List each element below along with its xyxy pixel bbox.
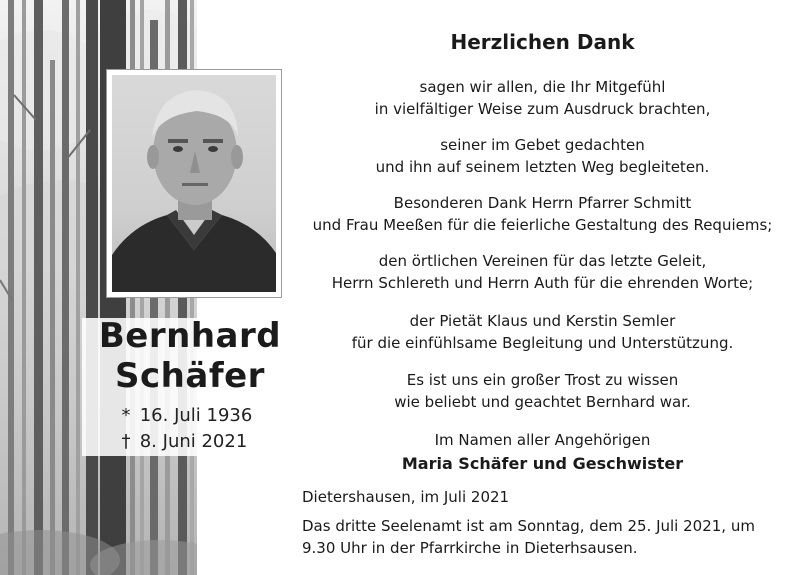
deceased-last-name: Schäfer — [115, 356, 265, 396]
portrait-person-icon — [112, 75, 276, 292]
notice-line: Das dritte Seelenamt ist am Sonntag, dem 25. Juli 2021, um — [302, 517, 755, 535]
thanks-paragraph — [300, 134, 785, 178]
paragraph-line: sagen wir allen, die Ihr Mitgefühl — [419, 78, 666, 96]
portrait-photo — [112, 75, 276, 292]
paragraph-line: Im Namen aller Angehörigen — [434, 431, 651, 449]
place-date: Dietershausen, im Juli 2021 — [302, 488, 510, 506]
paragraph-line: den örtlichen Vereinen für das letzte Geleit, — [378, 252, 707, 270]
paragraph-line: Herrn Schlereth und Herrn Auth für die ehrenden Worte; — [331, 274, 754, 292]
death-cross-icon: † — [121, 431, 131, 452]
paragraph-line: seiner im Gebet gedachten — [440, 136, 645, 154]
thanks-paragraph — [300, 192, 785, 236]
thanks-paragraph — [300, 310, 785, 354]
thanks-paragraph — [300, 250, 785, 294]
thanks-paragraph — [300, 369, 785, 413]
deceased-first-name: Bernhard — [98, 316, 282, 356]
on-behalf-line — [300, 429, 785, 451]
birth-date: 16. Juli 1936 — [139, 405, 253, 426]
death-date: 8. Juni 2021 — [139, 431, 248, 452]
paragraph-line: und Frau Meeßen für die feierliche Gestaltung des Requiems; — [312, 216, 773, 234]
signature: Maria Schäfer und Geschwister — [401, 454, 684, 473]
paragraph-line: für die einfühlsame Begleitung und Unterstützung. — [351, 334, 734, 352]
death-date-line — [118, 431, 247, 452]
portrait-frame — [106, 69, 282, 298]
paragraph-line: Besonderen Dank Herrn Pfarrer Schmitt — [393, 194, 692, 212]
notice-line: 9.30 Uhr in der Pfarrkirche in Dieterhsausen. — [302, 539, 638, 557]
birth-star-icon: * — [121, 405, 131, 426]
paragraph-line: und ihn auf seinem letzten Weg begleiteten. — [375, 158, 710, 176]
memorial-service-notice — [302, 515, 782, 559]
paragraph-line: der Pietät Klaus und Kerstin Semler — [409, 312, 676, 330]
paragraph-line: Es ist uns ein großer Trost zu wissen — [406, 371, 679, 389]
birth-date-line — [118, 405, 252, 426]
thanks-heading: Herzlichen Dank — [450, 30, 635, 54]
thanks-paragraph — [300, 76, 785, 120]
paragraph-line: in vielfältiger Weise zum Ausdruck brachten, — [374, 100, 711, 118]
paragraph-line: wie beliebt und geachtet Bernhard war. — [394, 393, 691, 411]
